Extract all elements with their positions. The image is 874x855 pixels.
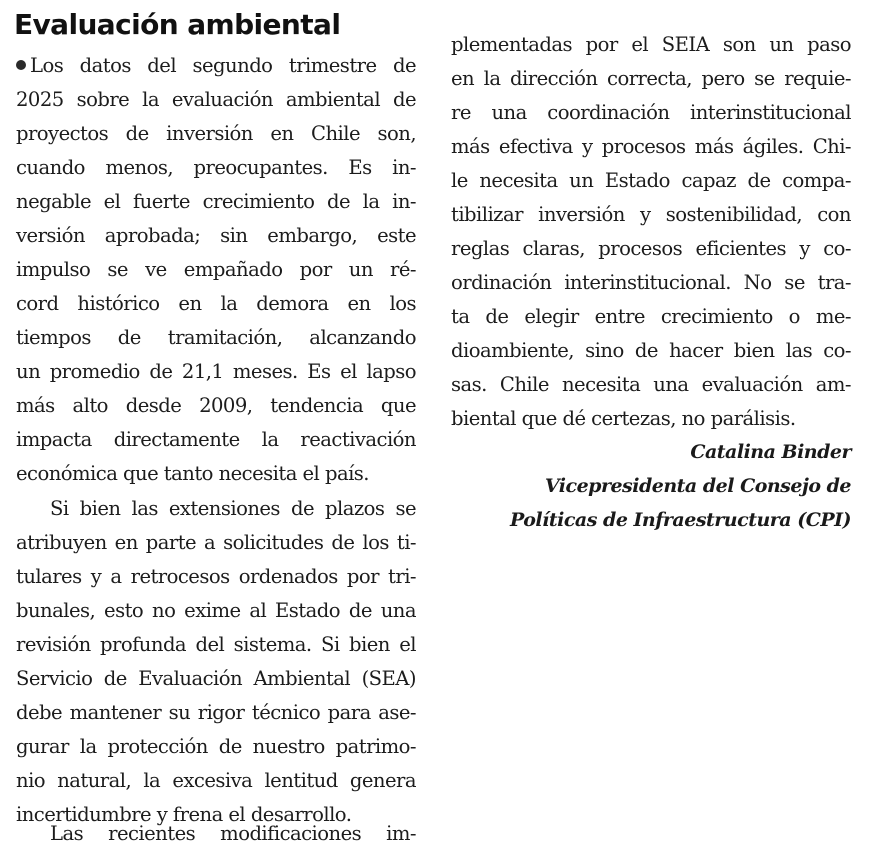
article-title: Evaluación ambiental (14, 8, 341, 41)
text-line: dioambiente, sino de hacer bien las co- (451, 339, 851, 362)
text-line: Si bien las extensiones de plazos se (50, 497, 416, 520)
text-line: debe mantener su rigor técnico para ase- (16, 701, 416, 724)
text-line: Servicio de Evaluación Ambiental (SEA) (16, 667, 416, 690)
text-line: biental que dé certezas, no parálisis. (451, 407, 796, 430)
text-line: en la dirección correcta, pero se requie- (451, 67, 851, 90)
text-line: tibilizar inversión y sostenibilidad, con (451, 203, 851, 226)
text-line: ta de elegir entre crecimiento o me- (451, 305, 851, 328)
text-line: cord histórico en la demora en los (16, 292, 416, 315)
text-line: cuando menos, preocupantes. Es in- (16, 156, 416, 179)
text-line: re una coordinación interinstitucional (451, 101, 851, 124)
signature-role-line-1: Vicepresidenta del Consejo de (544, 475, 851, 497)
text-line: ordinación interinstitucional. No se tra- (451, 271, 851, 294)
text-line: reglas claras, procesos eficientes y co- (451, 237, 851, 260)
signature-name: Catalina Binder (690, 441, 851, 463)
signature-role-line-2: Políticas de Infraestructura (CPI) (509, 509, 851, 531)
text-line: versión aprobada; sin embargo, este (16, 224, 416, 247)
text-line: 2025 sobre la evaluación ambiental de (16, 88, 416, 111)
text-line: negable el fuerte crecimiento de la in- (16, 190, 416, 213)
text-line: Las recientes modificaciones im- (50, 822, 416, 845)
text-line: sas. Chile necesita una evaluación am- (451, 373, 851, 396)
text-line: proyectos de inversión en Chile son, (16, 122, 416, 145)
text-line: tulares y a retrocesos ordenados por tri- (16, 565, 416, 588)
text-line: impulso se ve empañado por un ré- (16, 258, 416, 281)
text-line: revisión profunda del sistema. Si bien el (16, 633, 416, 656)
text-line: tiempos de tramitación, alcanzando (16, 326, 416, 349)
text-line: un promedio de 21,1 meses. Es el lapso (16, 360, 416, 383)
text-line: más alto desde 2009, tendencia que (16, 394, 416, 417)
text-line: bunales, esto no exime al Estado de una (16, 599, 416, 622)
text-line: atribuyen en parte a solicitudes de los ti- (16, 531, 416, 554)
text-line: gurar la protección de nuestro patrimo- (16, 735, 416, 758)
text-line: Los datos del segundo trimestre de (16, 49, 416, 83)
text-line: nio natural, la excesiva lentitud genera (16, 769, 416, 792)
text-line: económica que tanto necesita el país. (16, 462, 369, 485)
bullet-icon (16, 60, 26, 70)
text-line: impacta directamente la reactivación (16, 428, 416, 451)
text-line: plementadas por el SEIA son un paso (451, 33, 851, 56)
text-line: incertidumbre y frena el desarrollo. (16, 803, 352, 826)
text-line: le necesita un Estado capaz de compa- (451, 169, 851, 192)
text-line: más efectiva y procesos más ágiles. Chi- (451, 135, 851, 158)
